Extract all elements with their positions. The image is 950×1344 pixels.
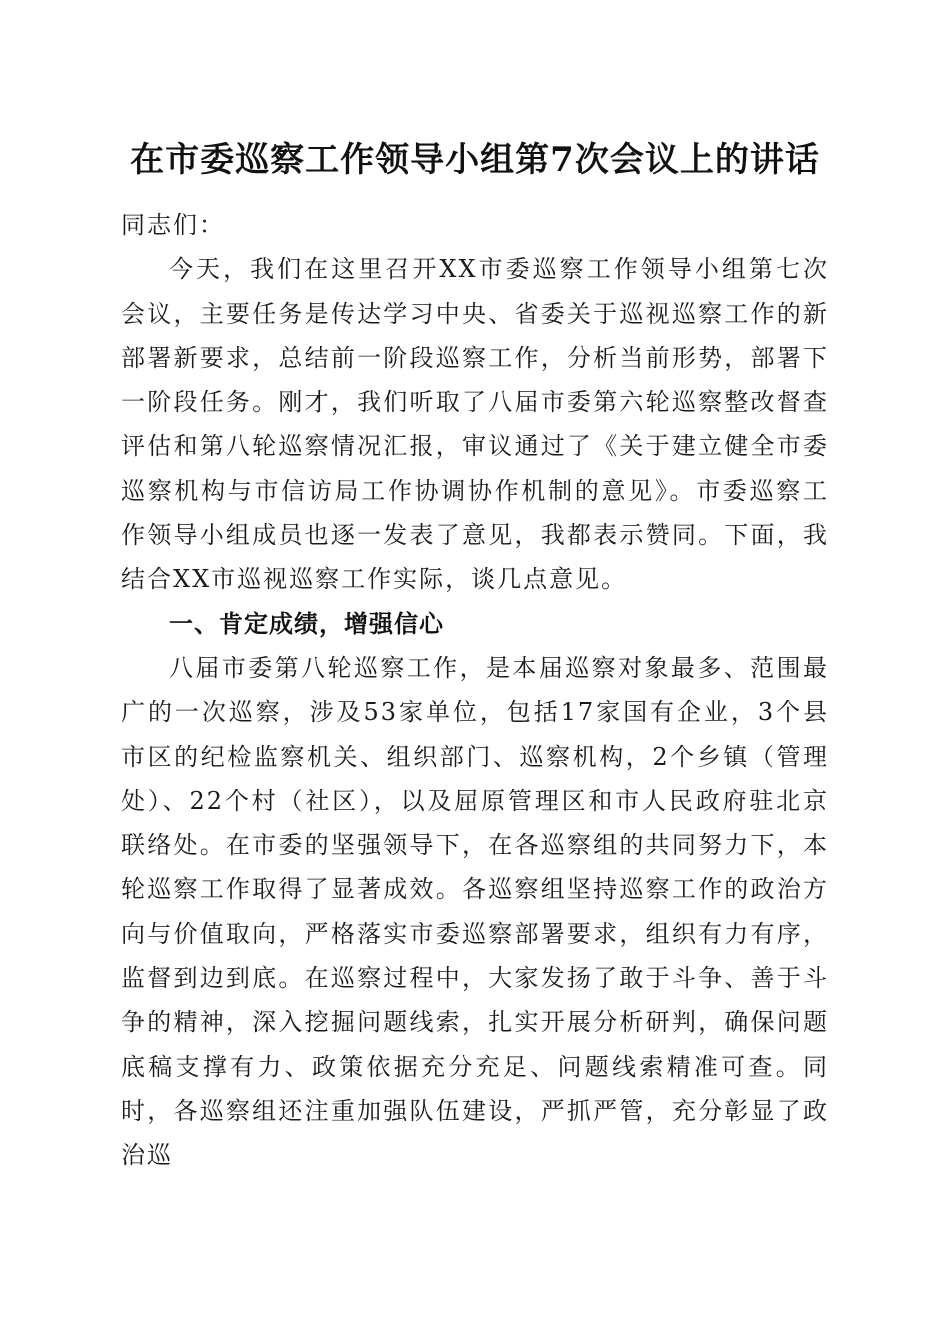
document-body (121, 203, 829, 1178)
opening-paragraph: 今天，我们在这里召开XX市委巡察工作领导小组第七次会议，主要任务是传达学习中央、省委关于巡视巡察工作的新部署新要求，总结前一阶段巡察工作，分析当前形势，部署下一阶段任务。刚才，我们听取了八届市委第六轮巡察整改督查评估和第八轮巡察情况汇报，审议通过了《关于建立健全市委巡察机构与市信访局工作协调协作机制的意见》。市委巡察工作领导小组成员也逐一发表了意见，我都表示赞同。下面，我结合XX市巡视巡察工作实际，谈几点意见。 (121, 255, 829, 594)
salutation: 同志们： (121, 211, 225, 239)
document-title: 在市委巡察工作领导小组第7次会议上的讲话 (130, 140, 820, 180)
section-heading: 一、肯定成绩，增强信心 (169, 609, 444, 638)
section-paragraph: 八届市委第八轮巡察工作，是本届巡察对象最多、范围最广的一次巡察，涉及53家单位，包括17家国有企业，3个县市区的纪检监察机关、组织部门、巡察机构，2个乡镇（管理处）、22个村（社区），以及屈原管理区和市人民政府驻北京联络处。在市委的坚强领导下，在各巡察组的共同努力下，本轮巡察工作取得了显著成效。各巡察组坚持巡察工作的政治方向与价值取向，严格落实市委巡察部署要求，组织有力有序，监督到边到底。在巡察过程中，大家发扬了敢于斗争、善于斗争的精神，深入挖掘问题线索，扎实开展分析研判，确保问题底稿支撑有力、政策依据充分充足、问题线索精准可查。同时，各巡察组还注重加强队伍建设，严抓严管，充分彰显了政治巡 (121, 653, 829, 1170)
